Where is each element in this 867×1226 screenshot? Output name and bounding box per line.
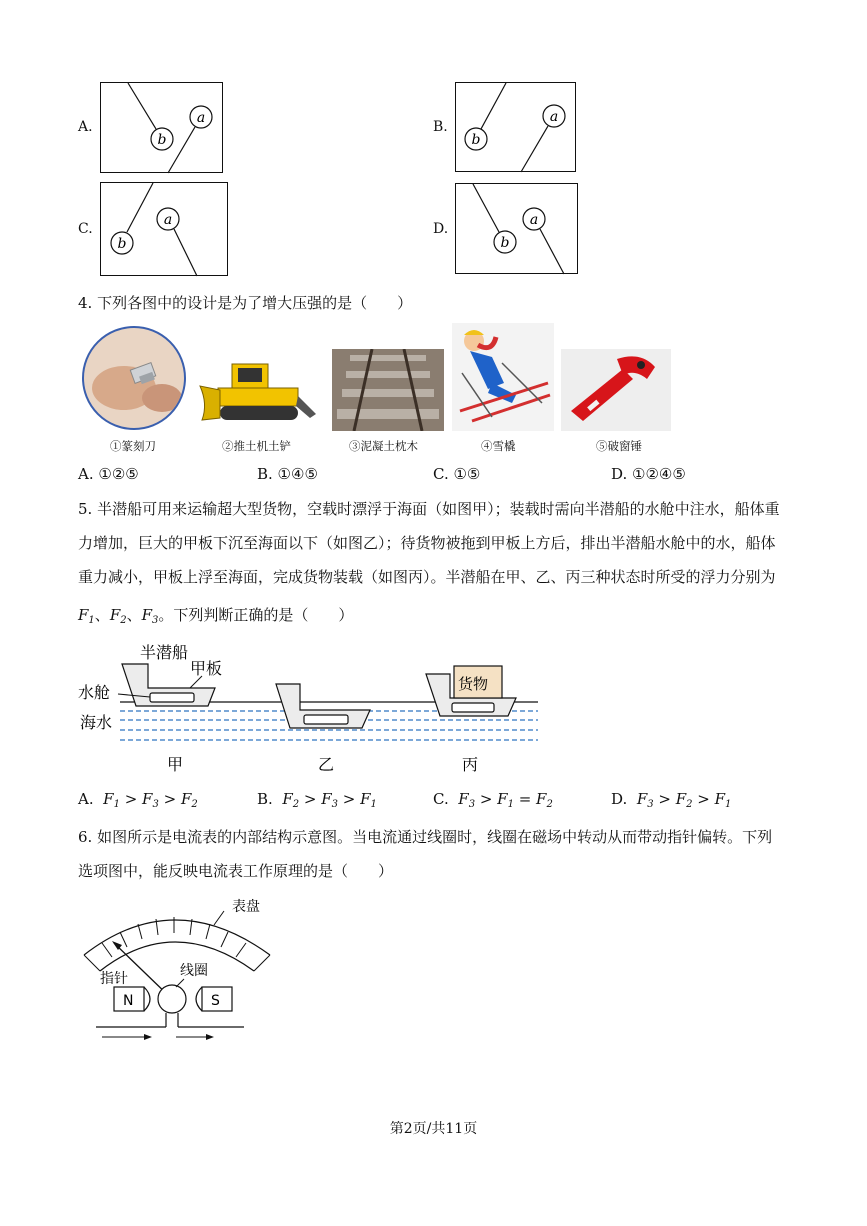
q4-caption-2: ②推土机土铲 — [222, 439, 291, 453]
q3-a-label-a: a — [196, 110, 206, 126]
q5-option-b: B. $F_2 > F_3 > F_1$ — [257, 790, 377, 810]
q3-diagram-b — [455, 82, 576, 172]
force-f2: $F_2$ — [109, 606, 127, 626]
q5-line-3: 重力减小，甲板上浮至海面，完成货物装载（如图丙）。半潜船在甲、乙、丙三种状态时所受的浮力分别为 — [78, 568, 776, 586]
q3-d-label-b: b — [500, 235, 510, 251]
q3-option-d-letter: D. — [433, 221, 449, 237]
label-jia: 甲 — [167, 755, 184, 774]
semi-submersible-figure — [70, 636, 550, 786]
label-n: N — [123, 993, 134, 1009]
q3-diagram-d — [455, 183, 578, 274]
force-f1: $F_1$ — [78, 606, 95, 626]
q5-option-a-letter: A. — [78, 790, 94, 808]
q6-line-1: 6. 如图所示是电流表的内部结构示意图。当电流通过线圈时，线圈在磁场中转动从而带动指针偏转。下列 — [78, 828, 773, 846]
q5-line-4: $F_1$、$F_2$、$F_3$。下列判断正确的是（ ） — [78, 606, 354, 626]
window-hammer-photo — [561, 349, 671, 431]
q4-option-b: B. ①④⑤ — [257, 465, 318, 483]
q3-diagram-b-svg — [456, 83, 577, 173]
label-coil: 线圈 — [180, 963, 208, 979]
q5-option-c-letter: C. — [433, 790, 449, 808]
q3-b-label-b: b — [471, 132, 481, 148]
q5-option-c: C. $F_3 > F_1 = F_2$ — [433, 790, 553, 810]
q3-option-a-letter: A. — [78, 119, 93, 135]
ammeter-figure — [74, 895, 294, 1045]
page-footer: 第2页/共11页 — [389, 1121, 478, 1137]
q5-line-4-tail: 。下列判断正确的是（ ） — [158, 606, 354, 624]
label-deck: 甲板 — [190, 659, 223, 678]
skier-photo — [452, 323, 554, 431]
q3-diagram-c — [100, 182, 228, 276]
q3-a-label-b: b — [157, 132, 167, 148]
q6-line-2: 选项图中，能反映电流表工作原理的是（ ） — [78, 862, 394, 880]
label-dial: 表盘 — [232, 899, 260, 915]
q3-c-label-b: b — [117, 236, 127, 252]
q3-d-label-a: a — [529, 212, 539, 228]
label-cargo: 货物 — [458, 675, 489, 693]
skier-icon — [452, 323, 554, 431]
label-ship: 半潜船 — [140, 643, 189, 662]
q5-option-b-letter: B. — [257, 790, 273, 808]
q4-caption-1: ①篆刻刀 — [110, 439, 156, 453]
q3-c-label-a: a — [163, 212, 173, 228]
q4-option-c: C. ①⑤ — [433, 465, 481, 483]
bulldozer-icon — [198, 352, 320, 428]
label-pointer: 指针 — [100, 971, 128, 987]
q4-option-a: A. ①②⑤ — [78, 465, 139, 483]
force-f3: $F_3$ — [141, 606, 159, 626]
q4-stem: 4. 下列各图中的设计是为了增大压强的是（ ） — [78, 294, 413, 312]
engraving-knife-photo — [82, 326, 186, 430]
q5-line-2: 力增加，巨大的甲板下沉至海面以下（如图乙）；待货物被拖到甲板上方后，排出半潜船水舱中的水，船体 — [78, 534, 776, 552]
q3-diagram-a-svg — [101, 83, 224, 174]
engraving-knife-icon — [84, 328, 186, 430]
label-tank: 水舱 — [78, 683, 111, 702]
q3-b-label-a: a — [549, 109, 559, 125]
label-s: S — [211, 993, 220, 1009]
label-sea: 海水 — [80, 713, 113, 732]
q4-option-d: D. ①②④⑤ — [611, 465, 686, 483]
label-bing: 丙 — [462, 755, 479, 774]
bulldozer-photo — [198, 352, 320, 428]
window-hammer-icon — [561, 349, 671, 431]
q4-caption-5: ⑤破窗锤 — [596, 439, 642, 453]
q3-diagram-a — [100, 82, 223, 173]
q3-option-c-letter: C. — [78, 221, 93, 237]
q3-diagram-c-svg — [101, 183, 229, 277]
q5-line-1: 5. 半潜船可用来运输超大型货物，空载时漂浮于海面（如图甲）；装载时需向半潜船的水舱中注水，船体重 — [78, 500, 780, 518]
q5-option-d-letter: D. — [611, 790, 628, 808]
q4-caption-4: ④雪橇 — [481, 439, 516, 453]
q5-option-a: A. $F_1 > F_3 > F_2$ — [78, 790, 198, 810]
q3-diagram-d-svg — [456, 184, 579, 275]
label-yi: 乙 — [318, 755, 335, 774]
q4-caption-3: ③泥凝土枕木 — [349, 439, 418, 453]
q3-option-b-letter: B. — [433, 119, 448, 135]
sleepers-photo — [332, 349, 444, 431]
sleepers-icon — [332, 349, 444, 431]
q5-option-d: D. $F_3 > F_2 > F_1$ — [611, 790, 732, 810]
